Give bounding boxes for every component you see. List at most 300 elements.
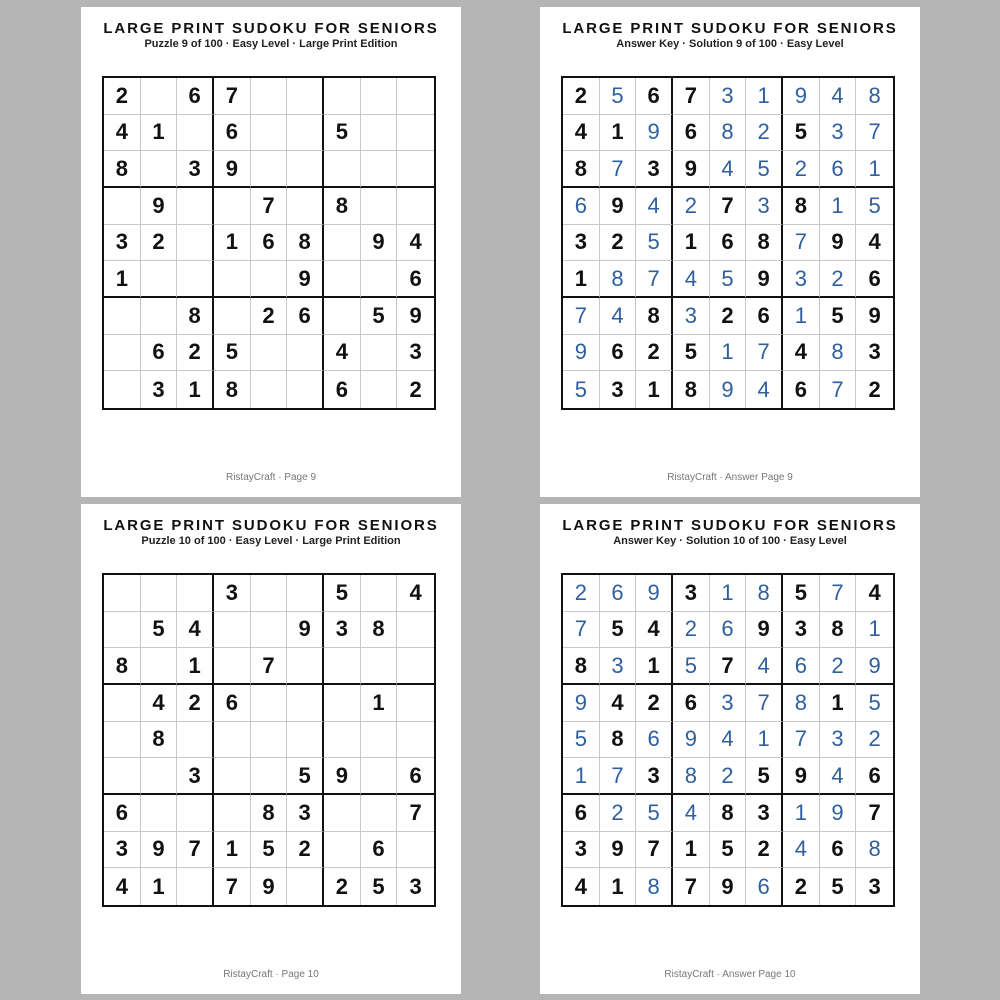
- empty-cell: [177, 722, 214, 759]
- given-cell: 5: [783, 575, 820, 612]
- empty-cell: [397, 115, 434, 152]
- solution-cell: 5: [636, 225, 673, 262]
- solution-cell: 7: [746, 685, 783, 722]
- given-cell: 5: [251, 832, 288, 869]
- empty-cell: [214, 188, 251, 225]
- given-cell: 9: [673, 151, 710, 188]
- solution-cell: 3: [820, 115, 857, 152]
- given-cell: 9: [397, 298, 434, 335]
- given-cell: 7: [251, 648, 288, 685]
- empty-cell: [361, 795, 398, 832]
- given-cell: 1: [563, 261, 600, 298]
- empty-cell: [397, 685, 434, 722]
- given-cell: 6: [251, 225, 288, 262]
- given-cell: 9: [287, 261, 324, 298]
- given-cell: 6: [214, 115, 251, 152]
- empty-cell: [287, 575, 324, 612]
- answer-page-10: [540, 504, 920, 994]
- empty-cell: [177, 795, 214, 832]
- solution-cell: 2: [783, 151, 820, 188]
- given-cell: 7: [177, 832, 214, 869]
- given-cell: 1: [636, 371, 673, 408]
- solution-cell: 8: [600, 261, 637, 298]
- solution-cell: 5: [563, 722, 600, 759]
- solution-cell: 9: [563, 335, 600, 372]
- given-cell: 3: [397, 335, 434, 372]
- given-cell: 3: [636, 758, 673, 795]
- solution-cell: 7: [600, 151, 637, 188]
- empty-cell: [214, 612, 251, 649]
- given-cell: 6: [563, 795, 600, 832]
- solution-cell: 9: [563, 685, 600, 722]
- empty-cell: [251, 151, 288, 188]
- given-cell: 6: [324, 371, 361, 408]
- solution-cell: 8: [856, 832, 893, 869]
- solution-cell: 8: [856, 78, 893, 115]
- solution-cell: 2: [820, 648, 857, 685]
- given-cell: 1: [361, 685, 398, 722]
- given-cell: 9: [251, 868, 288, 905]
- empty-cell: [141, 575, 178, 612]
- empty-cell: [104, 298, 141, 335]
- empty-cell: [141, 795, 178, 832]
- solution-cell: 2: [746, 115, 783, 152]
- empty-cell: [104, 722, 141, 759]
- given-cell: 9: [141, 188, 178, 225]
- empty-cell: [104, 612, 141, 649]
- given-cell: 5: [746, 758, 783, 795]
- solution-cell: 4: [710, 722, 747, 759]
- solution-cell: 2: [710, 758, 747, 795]
- solution-cell: 5: [856, 188, 893, 225]
- given-cell: 8: [563, 648, 600, 685]
- given-cell: 6: [397, 758, 434, 795]
- given-cell: 9: [783, 758, 820, 795]
- given-cell: 3: [104, 225, 141, 262]
- solution-cell: 4: [600, 298, 637, 335]
- given-cell: 4: [563, 868, 600, 905]
- given-cell: 9: [141, 832, 178, 869]
- empty-cell: [141, 648, 178, 685]
- solution-cell: 9: [636, 115, 673, 152]
- given-cell: 3: [324, 612, 361, 649]
- given-cell: 7: [856, 795, 893, 832]
- given-cell: 1: [673, 225, 710, 262]
- sudoku-grid: [102, 573, 436, 907]
- given-cell: 6: [287, 298, 324, 335]
- given-cell: 3: [104, 832, 141, 869]
- empty-cell: [141, 78, 178, 115]
- given-cell: 7: [710, 188, 747, 225]
- given-cell: 5: [361, 868, 398, 905]
- empty-cell: [214, 298, 251, 335]
- given-cell: 3: [214, 575, 251, 612]
- given-cell: 1: [214, 225, 251, 262]
- given-cell: 2: [746, 832, 783, 869]
- solution-cell: 4: [746, 648, 783, 685]
- solution-cell: 1: [746, 78, 783, 115]
- solution-cell: 8: [746, 575, 783, 612]
- empty-cell: [141, 298, 178, 335]
- solution-cell: 3: [673, 298, 710, 335]
- given-cell: 6: [361, 832, 398, 869]
- given-cell: 7: [397, 795, 434, 832]
- empty-cell: [324, 261, 361, 298]
- given-cell: 5: [287, 758, 324, 795]
- solution-cell: 8: [820, 335, 857, 372]
- page-subtitle: Answer Key · Solution 10 of 100 · Easy Level: [613, 535, 847, 547]
- empty-cell: [397, 78, 434, 115]
- given-cell: 5: [361, 298, 398, 335]
- solution-cell: 7: [600, 758, 637, 795]
- given-cell: 3: [673, 575, 710, 612]
- solution-cell: 5: [636, 795, 673, 832]
- empty-cell: [141, 261, 178, 298]
- given-cell: 7: [214, 868, 251, 905]
- empty-cell: [361, 648, 398, 685]
- empty-cell: [287, 115, 324, 152]
- given-cell: 1: [214, 832, 251, 869]
- solution-cell: 8: [636, 868, 673, 905]
- empty-cell: [214, 795, 251, 832]
- empty-cell: [287, 335, 324, 372]
- given-cell: 8: [104, 151, 141, 188]
- solution-cell: 1: [783, 298, 820, 335]
- given-cell: 5: [783, 115, 820, 152]
- solution-cell: 8: [673, 758, 710, 795]
- solution-cell: 1: [563, 758, 600, 795]
- puzzle-page-9: [81, 7, 461, 497]
- empty-cell: [251, 78, 288, 115]
- given-cell: 2: [710, 298, 747, 335]
- given-cell: 6: [636, 78, 673, 115]
- given-cell: 9: [287, 612, 324, 649]
- empty-cell: [324, 78, 361, 115]
- empty-cell: [104, 371, 141, 408]
- given-cell: 6: [141, 335, 178, 372]
- solution-cell: 6: [746, 868, 783, 905]
- given-cell: 6: [746, 298, 783, 335]
- given-cell: 5: [214, 335, 251, 372]
- given-cell: 7: [214, 78, 251, 115]
- given-cell: 9: [746, 261, 783, 298]
- empty-cell: [214, 758, 251, 795]
- empty-cell: [251, 335, 288, 372]
- empty-cell: [104, 575, 141, 612]
- given-cell: 4: [104, 868, 141, 905]
- empty-cell: [104, 335, 141, 372]
- empty-cell: [397, 722, 434, 759]
- solution-cell: 8: [783, 685, 820, 722]
- given-cell: 8: [214, 371, 251, 408]
- given-cell: 8: [177, 298, 214, 335]
- empty-cell: [104, 188, 141, 225]
- given-cell: 6: [673, 685, 710, 722]
- given-cell: 3: [783, 612, 820, 649]
- empty-cell: [397, 648, 434, 685]
- given-cell: 2: [563, 78, 600, 115]
- sudoku-grid: [102, 76, 436, 410]
- given-cell: 4: [177, 612, 214, 649]
- empty-cell: [251, 115, 288, 152]
- given-cell: 2: [287, 832, 324, 869]
- empty-cell: [214, 261, 251, 298]
- empty-cell: [141, 151, 178, 188]
- empty-cell: [177, 575, 214, 612]
- solution-cell: 3: [820, 722, 857, 759]
- given-cell: 7: [710, 648, 747, 685]
- solution-cell: 1: [710, 335, 747, 372]
- given-cell: 8: [104, 648, 141, 685]
- empty-cell: [361, 78, 398, 115]
- solution-cell: 2: [820, 261, 857, 298]
- given-cell: 1: [141, 868, 178, 905]
- given-cell: 4: [600, 685, 637, 722]
- solution-cell: 1: [820, 188, 857, 225]
- empty-cell: [361, 722, 398, 759]
- given-cell: 2: [868, 376, 881, 402]
- given-cell: 4: [397, 575, 434, 612]
- solution-cell: 9: [673, 722, 710, 759]
- given-cell: 9: [361, 225, 398, 262]
- given-cell: 6: [820, 832, 857, 869]
- given-cell: 3: [287, 795, 324, 832]
- empty-cell: [397, 612, 434, 649]
- given-cell: 4: [563, 115, 600, 152]
- solution-cell: 1: [746, 722, 783, 759]
- given-cell: 1: [820, 685, 857, 722]
- solution-cell: 4: [636, 188, 673, 225]
- given-cell: 8: [783, 188, 820, 225]
- solution-cell: 6: [820, 151, 857, 188]
- page-title: LARGE PRINT SUDOKU FOR SENIORS: [562, 20, 898, 37]
- given-cell: 7: [636, 832, 673, 869]
- empty-cell: [324, 648, 361, 685]
- page-title: LARGE PRINT SUDOKU FOR SENIORS: [103, 20, 439, 37]
- empty-cell: [287, 151, 324, 188]
- solution-cell: 7: [856, 115, 893, 152]
- given-cell: 9: [214, 151, 251, 188]
- given-cell: 9: [600, 188, 637, 225]
- given-cell: 8: [251, 795, 288, 832]
- empty-cell: [177, 868, 214, 905]
- solution-cell: 3: [600, 648, 637, 685]
- solution-cell: 3: [783, 261, 820, 298]
- solution-cell: 5: [856, 685, 893, 722]
- solution-cell: 9: [820, 795, 857, 832]
- empty-cell: [324, 151, 361, 188]
- solution-cell: 6: [563, 188, 600, 225]
- given-cell: 2: [177, 335, 214, 372]
- empty-cell: [104, 685, 141, 722]
- empty-cell: [214, 722, 251, 759]
- given-cell: 9: [820, 225, 857, 262]
- empty-cell: [287, 722, 324, 759]
- given-cell: 7: [251, 188, 288, 225]
- given-cell: 4: [783, 335, 820, 372]
- given-cell: 2: [177, 685, 214, 722]
- solution-cell: 5: [600, 78, 637, 115]
- solution-cell: 5: [673, 648, 710, 685]
- solution-cell: 6: [600, 575, 637, 612]
- given-cell: 1: [600, 115, 637, 152]
- empty-cell: [287, 371, 324, 408]
- solution-cell: 7: [563, 298, 600, 335]
- page-subtitle: Puzzle 10 of 100 · Easy Level · Large Print Edition: [141, 535, 401, 547]
- given-cell: 5: [710, 832, 747, 869]
- given-cell: 3: [856, 335, 893, 372]
- given-cell: 8: [673, 371, 710, 408]
- given-cell: 5: [324, 115, 361, 152]
- given-cell: 5: [600, 612, 637, 649]
- empty-cell: [361, 758, 398, 795]
- given-cell: 5: [820, 298, 857, 335]
- solution-cell: 5: [710, 261, 747, 298]
- empty-cell: [324, 298, 361, 335]
- sudoku-solution-grid: [561, 76, 895, 410]
- empty-cell: [214, 648, 251, 685]
- solution-cell: 1: [856, 612, 893, 649]
- empty-cell: [104, 758, 141, 795]
- empty-cell: [361, 371, 398, 408]
- empty-cell: [324, 832, 361, 869]
- solution-cell: 7: [783, 722, 820, 759]
- empty-cell: [251, 758, 288, 795]
- solution-cell: 2: [673, 612, 710, 649]
- solution-cell: 4: [746, 371, 783, 408]
- given-cell: 6: [214, 685, 251, 722]
- solution-cell: 4: [673, 795, 710, 832]
- empty-cell: [177, 225, 214, 262]
- solution-cell: 3: [710, 78, 747, 115]
- solution-cell: 2: [563, 575, 600, 612]
- given-cell: 5: [673, 335, 710, 372]
- given-cell: 2: [600, 225, 637, 262]
- given-cell: 2: [636, 685, 673, 722]
- solution-cell: 7: [783, 225, 820, 262]
- empty-cell: [177, 188, 214, 225]
- empty-cell: [287, 868, 324, 905]
- solution-cell: 6: [783, 648, 820, 685]
- given-cell: 6: [397, 261, 434, 298]
- given-cell: 2: [409, 376, 422, 402]
- given-cell: 3: [600, 371, 637, 408]
- given-cell: 8: [710, 795, 747, 832]
- page-subtitle: Answer Key · Solution 9 of 100 · Easy Level: [616, 38, 844, 50]
- given-cell: 5: [820, 868, 857, 905]
- solution-cell: 2: [856, 722, 893, 759]
- given-cell: 3: [563, 832, 600, 869]
- given-cell: 6: [710, 225, 747, 262]
- empty-cell: [177, 261, 214, 298]
- given-cell: 6: [856, 758, 893, 795]
- given-cell: 2: [251, 298, 288, 335]
- solution-cell: 2: [600, 795, 637, 832]
- empty-cell: [251, 685, 288, 722]
- empty-cell: [287, 648, 324, 685]
- page-title: LARGE PRINT SUDOKU FOR SENIORS: [562, 517, 898, 534]
- given-cell: 3: [141, 371, 178, 408]
- given-cell: 3: [563, 225, 600, 262]
- given-cell: 8: [563, 151, 600, 188]
- given-cell: 6: [600, 335, 637, 372]
- solution-cell: 7: [563, 612, 600, 649]
- given-cell: 1: [673, 832, 710, 869]
- given-cell: 1: [141, 115, 178, 152]
- given-cell: 6: [104, 795, 141, 832]
- given-cell: 6: [783, 371, 820, 408]
- puzzle-page-10: [81, 504, 461, 994]
- given-cell: 3: [636, 151, 673, 188]
- solution-cell: 7: [820, 575, 857, 612]
- given-cell: 5: [324, 575, 361, 612]
- empty-cell: [251, 371, 288, 408]
- given-cell: 3: [409, 873, 422, 899]
- given-cell: 4: [856, 225, 893, 262]
- empty-cell: [324, 225, 361, 262]
- empty-cell: [361, 575, 398, 612]
- given-cell: 6: [177, 78, 214, 115]
- empty-cell: [397, 832, 434, 869]
- empty-cell: [324, 685, 361, 722]
- empty-cell: [141, 758, 178, 795]
- given-cell: 8: [141, 722, 178, 759]
- page-footer: RistayCraft · Answer Page 10: [664, 969, 796, 980]
- solution-cell: 5: [746, 151, 783, 188]
- page-title: LARGE PRINT SUDOKU FOR SENIORS: [103, 517, 439, 534]
- solution-cell: 7: [820, 371, 857, 408]
- empty-cell: [361, 188, 398, 225]
- given-cell: 4: [104, 115, 141, 152]
- solution-cell: 6: [710, 612, 747, 649]
- solution-cell: 9: [783, 78, 820, 115]
- given-cell: 3: [746, 795, 783, 832]
- answer-page-9: [540, 7, 920, 497]
- solution-cell: 3: [710, 685, 747, 722]
- page-footer: RistayCraft · Page 9: [225, 472, 317, 483]
- given-cell: 1: [177, 648, 214, 685]
- given-cell: 1: [636, 648, 673, 685]
- given-cell: 4: [141, 685, 178, 722]
- given-cell: 4: [856, 575, 893, 612]
- given-cell: 2: [783, 868, 820, 905]
- given-cell: 9: [710, 868, 747, 905]
- given-cell: 8: [287, 225, 324, 262]
- given-cell: 1: [600, 868, 637, 905]
- given-cell: 6: [856, 261, 893, 298]
- given-cell: 9: [324, 758, 361, 795]
- solution-cell: 4: [710, 151, 747, 188]
- solution-cell: 1: [856, 151, 893, 188]
- empty-cell: [287, 685, 324, 722]
- empty-cell: [177, 115, 214, 152]
- empty-cell: [361, 151, 398, 188]
- given-cell: 8: [746, 225, 783, 262]
- given-cell: 8: [324, 188, 361, 225]
- solution-cell: 4: [820, 78, 857, 115]
- sudoku-solution-grid: [561, 573, 895, 907]
- solution-cell: 9: [710, 371, 747, 408]
- given-cell: 9: [856, 298, 893, 335]
- given-cell: 2: [104, 78, 141, 115]
- solution-cell: 2: [673, 188, 710, 225]
- solution-cell: 5: [563, 371, 600, 408]
- empty-cell: [251, 575, 288, 612]
- empty-cell: [361, 335, 398, 372]
- empty-cell: [324, 722, 361, 759]
- given-cell: 3: [177, 758, 214, 795]
- empty-cell: [397, 151, 434, 188]
